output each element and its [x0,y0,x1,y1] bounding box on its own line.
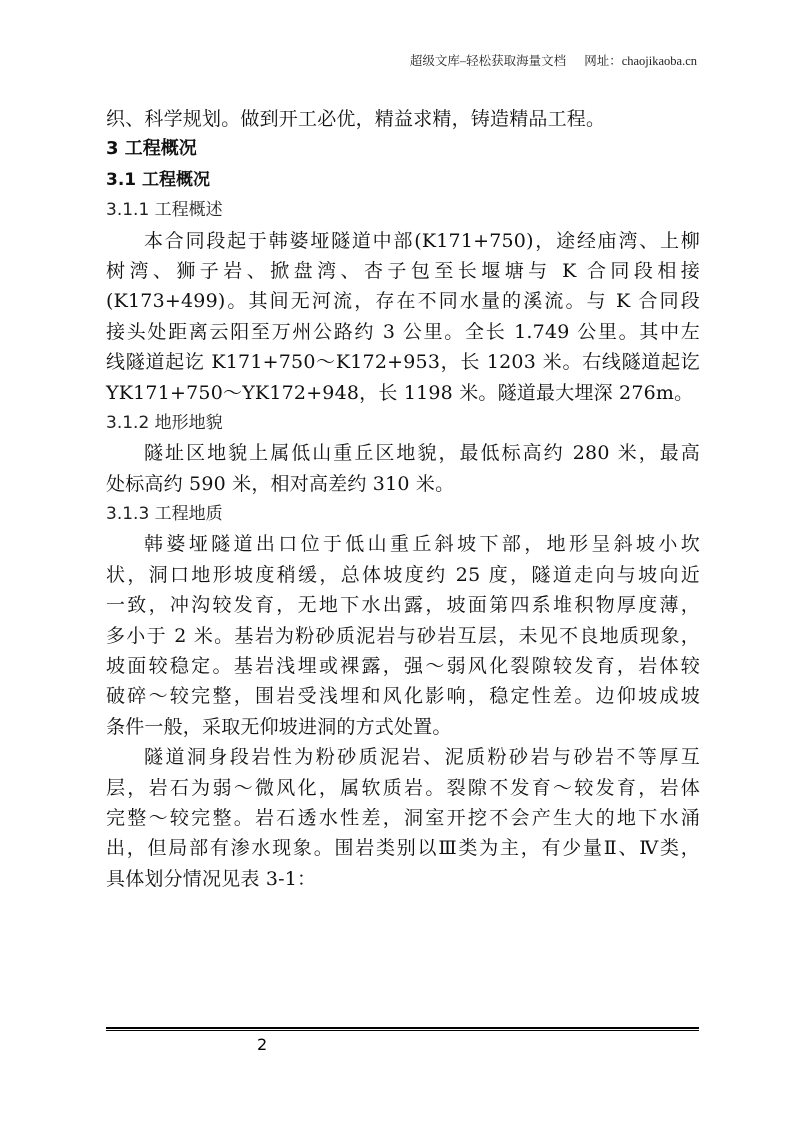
footer-divider [106,1027,699,1031]
paragraph-line: 完整～较完整。岩石透水性差，洞室开挖不会产生大的地下水涌 [106,806,700,829]
section-heading-3-1-1: 3.1.1 工程概述 [106,200,223,221]
paragraph-line: 处标高约 590 米，相对高差约 310 米。 [106,472,455,495]
document-body [106,104,700,894]
paragraph-line: 韩婆垭隧道出口位于低山重丘斜坡下部，地形呈斜坡小坎 [144,533,700,556]
section-heading-3-1: 3.1 工程概况 [106,169,211,190]
section-heading-3-1-2: 3.1.2 地形地貌 [106,412,223,433]
page-header [410,51,697,69]
paragraph-line: 破碎～较完整，围岩受浅埋和风化影响，稳定性差。边仰坡成坡 [106,685,700,708]
paragraph-line: (K173+499)。其间无河流，存在不同水量的溪流。与 K 合同段 [106,290,700,313]
paragraph-line: 线隧道起讫 K171+750～K172+953，长 1203 米。右线隧道起讫 [106,351,700,374]
paragraph-line: 一致，冲沟较发育，无地下水出露，坡面第四系堆积物厚度薄， [106,594,700,617]
paragraph-line: 隧址区地貌上属低山重丘区地貌，最低标高约 280 米，最高 [144,442,700,465]
paragraph-line: 状，洞口地形坡度稍缓，总体坡度约 25 度，隧道走向与坡向近 [106,563,700,586]
paragraph-line: 树湾、狮子岩、掀盘湾、杏子包至长堰塘与 K 合同段相接 [106,259,700,282]
paragraph-line: 坡面较稳定。基岩浅埋或裸露，强～弱风化裂隙较发育，岩体较 [106,655,700,678]
header-site-name: 超级文库–轻松获取海量文档 [409,54,567,68]
paragraph-line: 多小于 2 米。基岩为粉砂质泥岩与砂岩互层，未见不良地质现象， [106,624,700,647]
paragraph-line: 织、科学规划。做到开工必优，精益求精，铸造精品工程。 [106,108,606,130]
section-heading-3-1-3: 3.1.3 工程地质 [106,504,223,525]
paragraph-line: 接头处距离云阳至万州公路约 3 公里。全长 1.749 公里。其中左 [106,320,700,343]
paragraph-line: 层，岩石为弱～微风化，属软质岩。裂隙不发育～较发育，岩体 [106,776,700,799]
paragraph-line: 条件一般，采取无仰坡进洞的方式处置。 [106,715,452,738]
page-number: 2 [257,1035,268,1054]
section-heading-3: 3 工程概况 [106,138,197,160]
paragraph-line: 出，但局部有渗水现象。围岩类别以Ⅲ类为主，有少量Ⅱ、Ⅳ类， [106,837,700,860]
header-url: 网址：chaojikaoba.cn [584,54,697,68]
paragraph-line: 具体划分情况见表 3-1： [106,867,317,890]
paragraph-line: 本合同段起于韩婆垭隧道中部(K171+750)，途经庙湾、上柳 [144,229,700,252]
paragraph-line: 隧道洞身段岩性为粉砂质泥岩、泥质粉砂岩与砂岩不等厚互 [144,746,700,769]
paragraph-line: YK171+750～YK172+948，长 1198 米。隧道最大埋深 276m。 [106,381,694,404]
